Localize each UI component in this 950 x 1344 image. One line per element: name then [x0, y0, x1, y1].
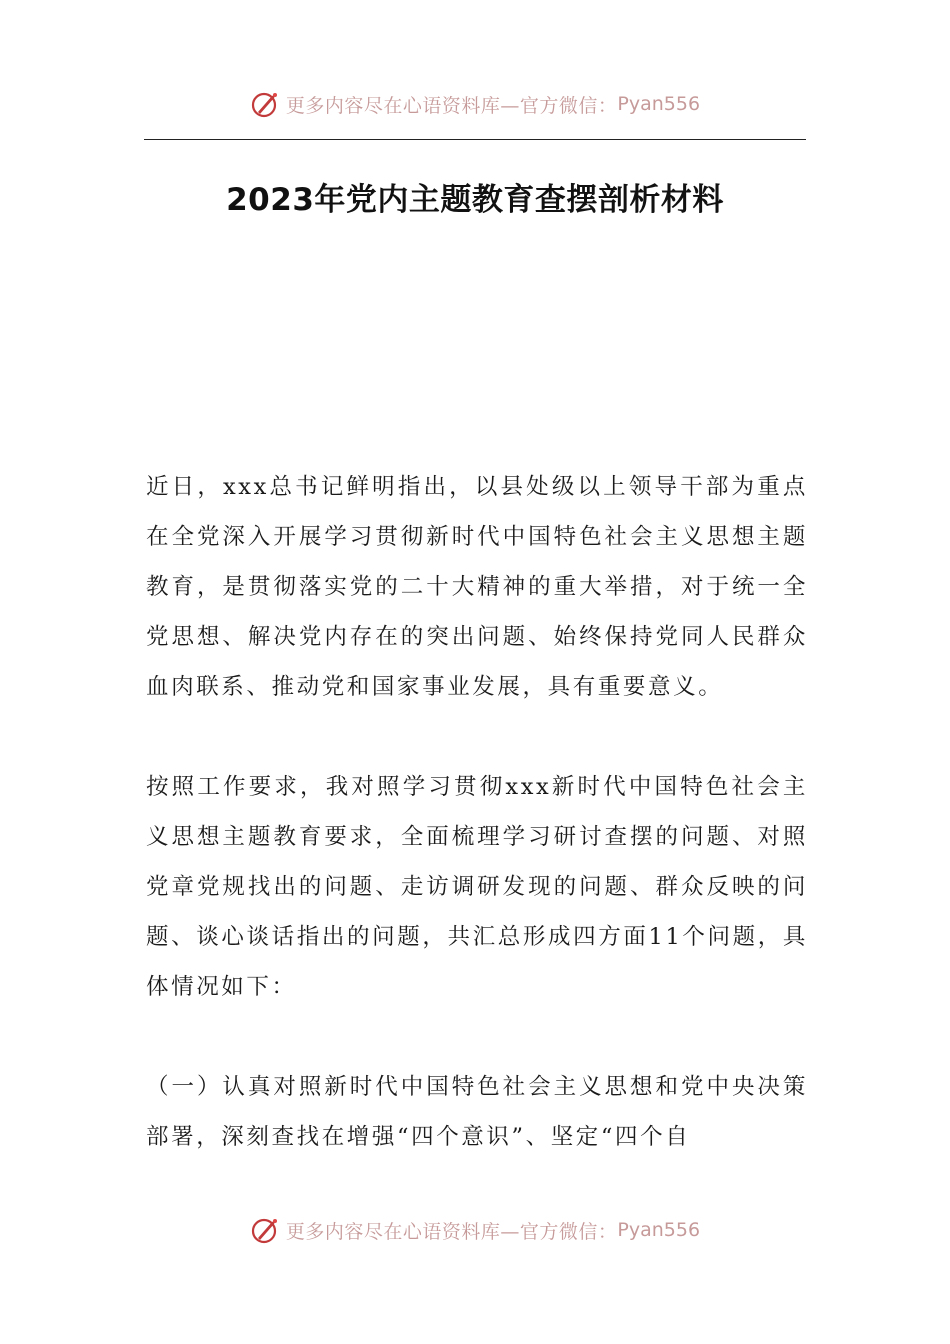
header-watermark [0, 84, 950, 124]
pen-circle-icon [250, 88, 282, 120]
pen-circle-icon [250, 1214, 282, 1246]
paragraph-intro: 近日，xxx总书记鲜明指出，以县处级以上领导干部为重点在全党深入开展学习贯彻新时代中国特色社会主义思想主题教育，是贯彻落实党的二十大精神的重大举措，对于统一全党思想、解决党内存在的突出问题、始终保持党同人民群众血肉联系、推动党和国家事业发展，具有重要意义。 [146, 474, 808, 700]
footer-watermark [0, 1210, 950, 1250]
document-body [146, 462, 808, 1212]
watermark-brand: Pyan556 [617, 1219, 701, 1241]
watermark-text: 更多内容尽在心语资料库—官方微信： [285, 1220, 618, 1243]
watermark-text: 更多内容尽在心语资料库—官方微信： [285, 94, 618, 117]
document-title: 2023年党内主题教育查摆剖析材料 [226, 182, 724, 218]
paragraph-requirements: 按照工作要求，我对照学习贯彻xxx新时代中国特色社会主义思想主题教育要求，全面梳理学习研讨查摆的问题、对照党章党规找出的问题、走访调研发现的问题、群众反映的问题、谈心谈话指出的问题，共汇总形成四方面11个问题，具体情况如下： [146, 774, 808, 1000]
watermark-brand: Pyan556 [617, 93, 701, 115]
paragraph-section-one: （一）认真对照新时代中国特色社会主义思想和党中央决策部署，深刻查找在增强“四个意识”、坚定“四个自 [146, 1074, 808, 1150]
header-rule [144, 139, 806, 140]
